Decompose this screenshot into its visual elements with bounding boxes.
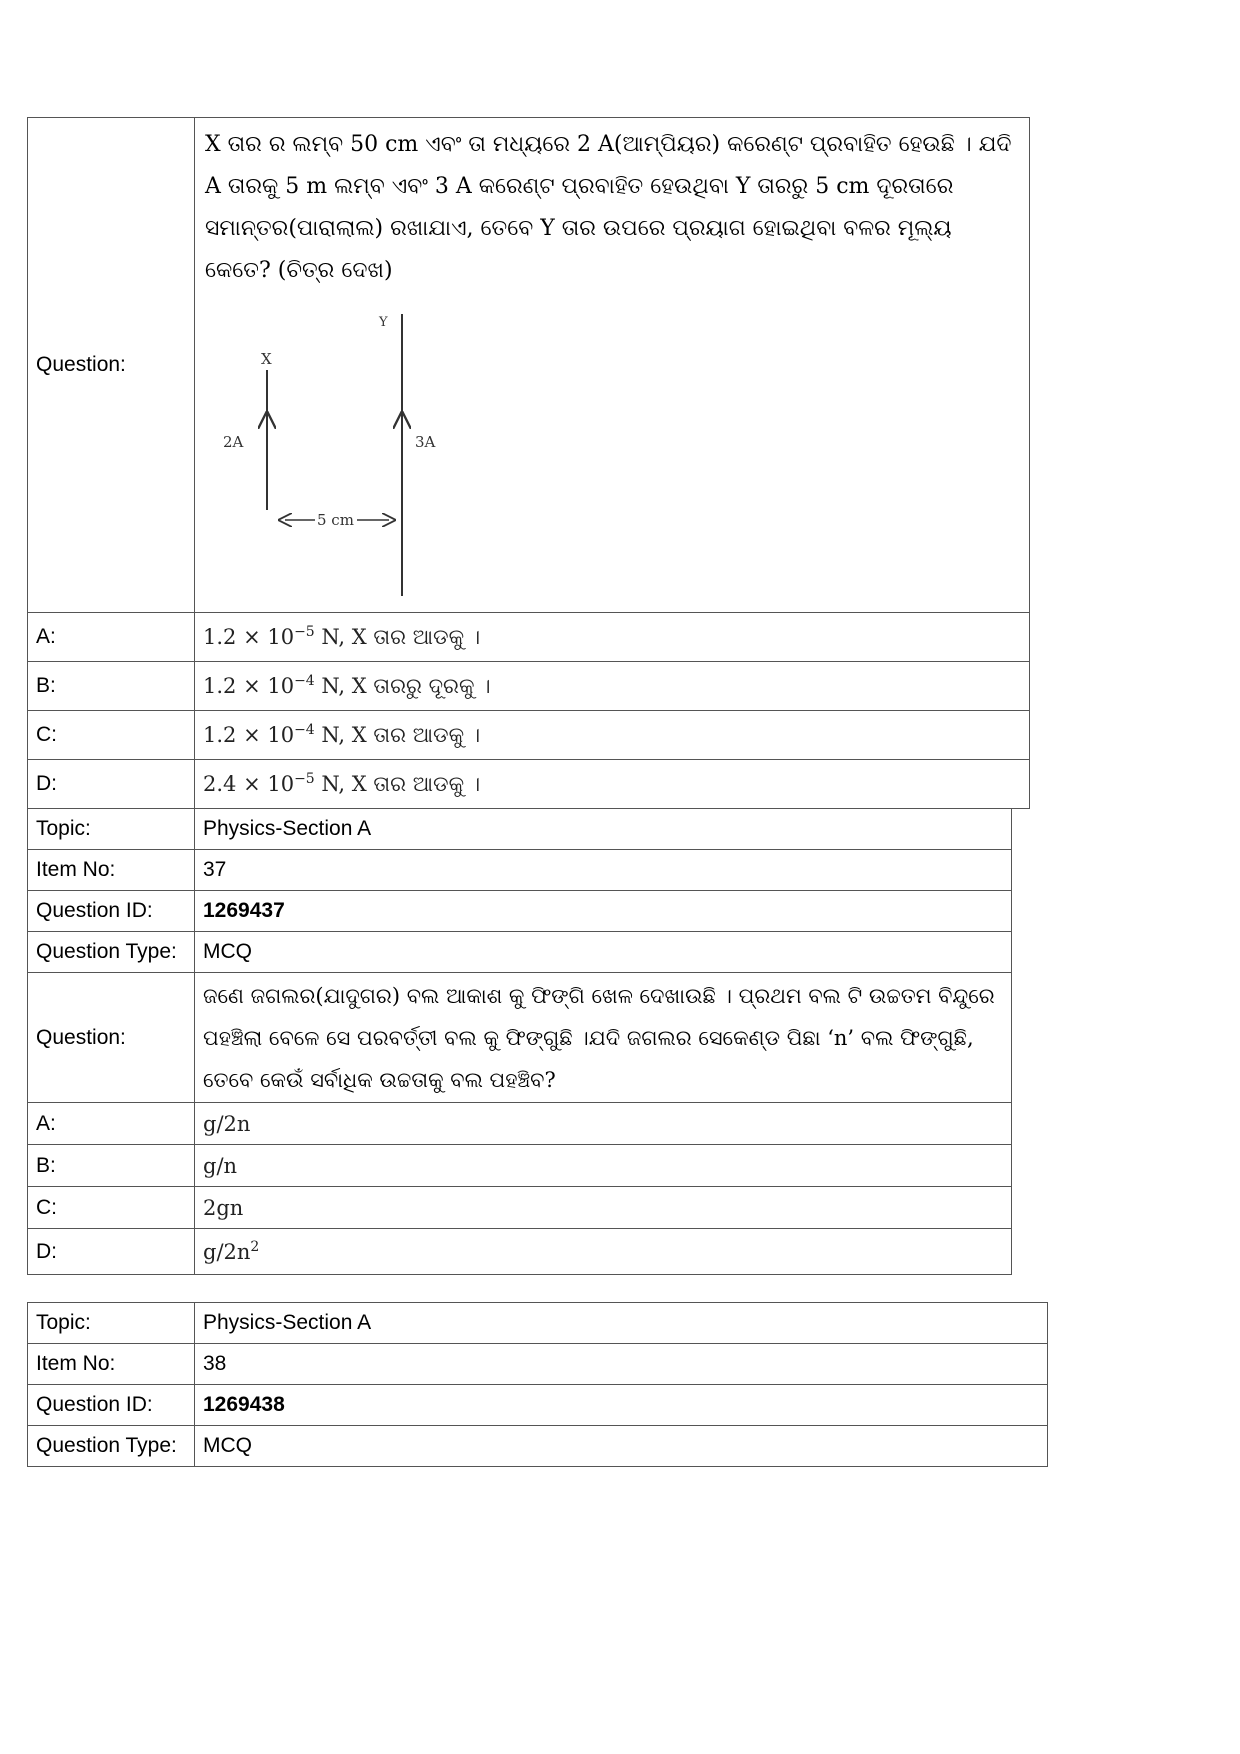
item-no-label: Item No: xyxy=(28,850,195,891)
question-id-label: Question ID: xyxy=(28,891,195,932)
question-table-36 xyxy=(27,117,1030,809)
option-b: $1.2 \times 10^{-4}$ N, X ତାରରୁ ଦୂରକୁ । xyxy=(195,662,1030,711)
question-text: X ତାର ର ଲମ୍ବ 50 cm ଏବଂ ତା ମଧ୍ୟରେ 2 A(ଆମ୍ପିୟର) କରେଣ୍ଟ ପ୍ରବାହିତ ହେଉଛି । ଯଦି A ତାରକୁ 5 m ଲମ୍ବ ଏବଂ 3 A କରେଣ୍ଟ ପ୍ରବାହିତ ହେଉଥିବା Y ତାରରୁ 5 cm ଦୂରତାରେ ସମାନ୍ତର(ପାରାଲାଲ) ରଖାଯାଏ, ତେବେ Y ତାର ଉପରେ ପ୍ରୟାଗ ହୋଇଥିବା ବଳର ମୂଲ୍ୟ କେତେ? (ଚିତ୍ର ଦେଖ) xyxy=(205,132,1012,283)
question-text: ଜଣେ ଜଗଲର(ଯାଦୁଗର) ବଲ ଆକାଶ କୁ ଫିଙ୍ଗି ଖେଳ ଦେଖାଉଛି । ପ୍ରଥମ ବଲ ଟି ଉଚ୍ଚତମ ବିନ୍ଦୁରେ ପହଞ୍ଚିଲା ବେଳେ ସେ ପରବର୍ତ୍ତୀ ବଲ କୁ ଫିଙ୍ଗୁଛି ।ଯଦି ଜଗଲର ସେକେଣ୍ଡ ପିଛା ‘n’ ବଲ ଫିଙ୍ଗୁଛି, ତେବେ କେଉଁ ସର୍ବାଧିକ ଉଚ୍ଚତାକୁ ବଲ ପହଞ୍ଚିବ? xyxy=(195,973,1012,1103)
option-label-c: C: xyxy=(28,1187,195,1229)
parallel-wires-figure xyxy=(205,292,505,612)
topic-value: Physics-Section A xyxy=(195,1303,1048,1344)
wire-x-label: X xyxy=(261,350,272,368)
current-y-label: 3A xyxy=(415,433,436,451)
question-label: Question: xyxy=(28,118,195,613)
option-label-d: D: xyxy=(28,760,195,809)
option-d: $2.4 \times 10^{-5}$ N, X ତାର ଆଡକୁ । xyxy=(195,760,1030,809)
topic-label: Topic: xyxy=(28,809,195,850)
separation-label: 5 cm xyxy=(317,511,354,529)
option-label-b: B: xyxy=(28,662,195,711)
question-type-value: MCQ xyxy=(195,1426,1048,1467)
current-x-label: 2A xyxy=(223,433,244,451)
option-a: $1.2 \times 10^{-5}$ N, X ତାର ଆଡକୁ । xyxy=(195,613,1030,662)
item-no-label: Item No: xyxy=(28,1344,195,1385)
question-table-37 xyxy=(27,808,1012,1275)
question-type-label: Question Type: xyxy=(28,932,195,973)
option-label-d: D: xyxy=(28,1229,195,1275)
question-table-38 xyxy=(27,1302,1048,1467)
question-type-label: Question Type: xyxy=(28,1426,195,1467)
option-c: $1.2 \times 10^{-4}$ N, X ତାର ଆଡକୁ । xyxy=(195,711,1030,760)
topic-value: Physics-Section A xyxy=(195,809,1012,850)
question-id-value: 1269437 xyxy=(195,891,1012,932)
option-label-b: B: xyxy=(28,1145,195,1187)
question-cell xyxy=(195,118,1030,613)
item-no-value: 37 xyxy=(195,850,1012,891)
option-a: g/2n xyxy=(195,1103,1012,1145)
option-d: $g/2n^2$ xyxy=(195,1229,1012,1275)
option-label-c: C: xyxy=(28,711,195,760)
wire-y-label: Y xyxy=(379,315,388,330)
question-id-value: 1269438 xyxy=(195,1385,1048,1426)
item-no-value: 38 xyxy=(195,1344,1048,1385)
option-b: g/n xyxy=(195,1145,1012,1187)
question-label: Question: xyxy=(28,973,195,1103)
option-label-a: A: xyxy=(28,613,195,662)
topic-label: Topic: xyxy=(28,1303,195,1344)
question-type-value: MCQ xyxy=(195,932,1012,973)
question-id-label: Question ID: xyxy=(28,1385,195,1426)
option-label-a: A: xyxy=(28,1103,195,1145)
option-c: 2gn xyxy=(195,1187,1012,1229)
